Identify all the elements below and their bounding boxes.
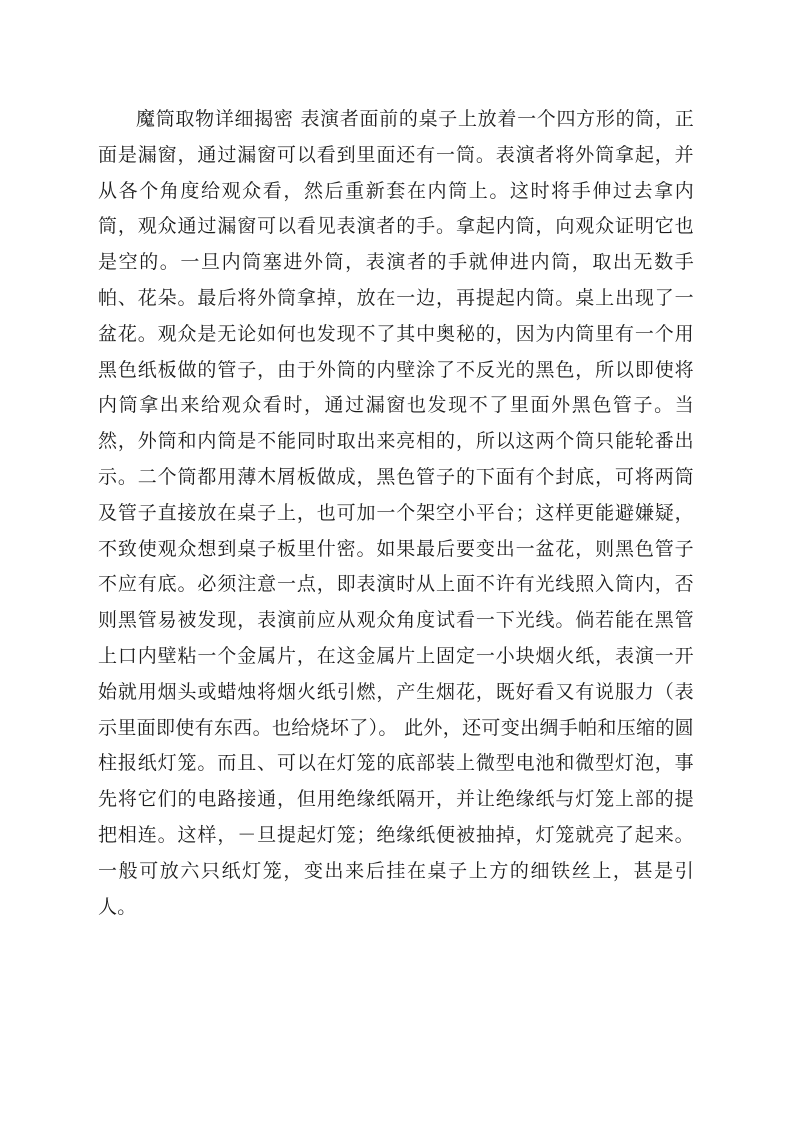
body-paragraph: 魔筒取物详细揭密 表演者面前的桌子上放着一个四方形的筒，正面是漏窗，通过漏窗可以看到里面还有一筒。表演者将外筒拿起，并从各个角度给观众看，然后重新套在内筒上。这时将手伸过去拿内筒，观众通过漏窗可以看见表演者的手。拿起内筒，向观众证明它也是空的。一旦内筒塞进外筒，表演者的手就伸进内筒，取出无数手帕、花朵。最后将外筒拿掉，放在一边，再提起内筒。桌上出现了一盆花。观众是无论如何也发现不了其中奥秘的，因为内筒里有一个用黑色纸板做的管子，由于外筒的内壁涂了不反光的黑色，所以即使将内筒拿出来给观众看时，通过漏窗也发现不了里面外黑色管子。当然，外筒和内筒是不能同时取出来亮相的，所以这两个筒只能轮番出示。二个筒都用薄木屑板做成，黑色管子的下面有个封底，可将两筒及管子直接放在桌子上，也可加一个架空小平台；这样更能避嫌疑，不致使观众想到桌子板里什密。如果最后要变出一盆花，则黑色管子不应有底。必须注意一点，即表演时从上面不许有光线照入筒内，否则黑管易被发现，表演前应从观众角度试看一下光线。倘若能在黑管上口内壁粘一个金属片，在这金属片上固定一小块烟火纸，表演一开始就用烟头或蜡烛将烟火纸引燃，产生烟花，既好看又有说服力（表示里面即使有东西。也给烧坏了）。 此外，还可变出绸手帕和压缩的圆柱报纸灯笼。而且、可以在灯笼的底部装上微型电池和微型灯泡，事先将它们的电路接通，但用绝缘纸隔开，并让绝缘纸与灯笼上部的提把相连。这样，－旦提起灯笼；绝缘纸便被抽掉，灯笼就亮了起来。一般可放六只纸灯笼，变出来后挂在桌子上方的细铁丝上，甚是引人。	[98, 108, 694, 918]
